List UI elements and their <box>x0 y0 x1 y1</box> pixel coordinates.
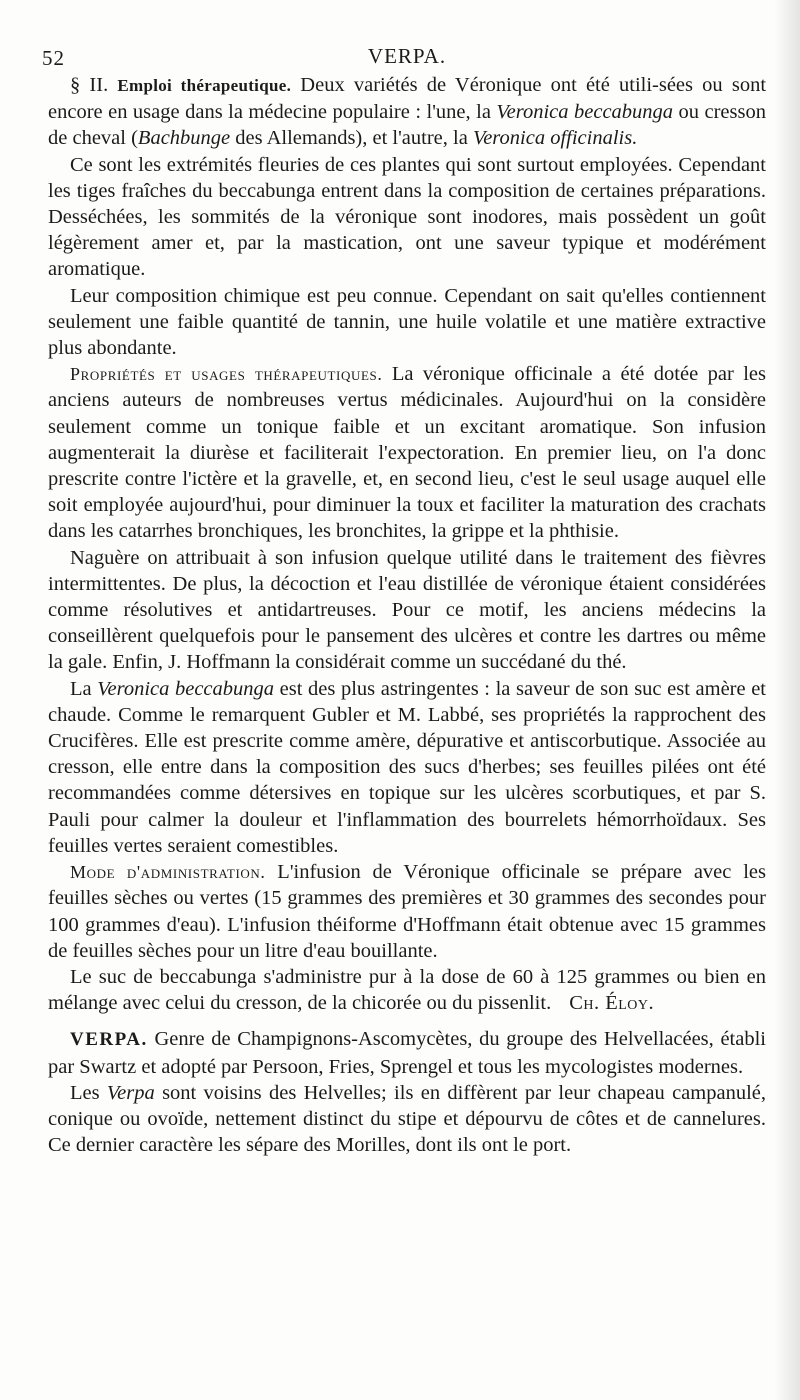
paragraph-extremites: Ce sont les extrémités fleuries de ces plantes qui sont surtout employées. Cependant les tiges fraîches du beccabunga entrent dans la composition de certaines préparations. Desséchées, les sommités de la véronique sont inodores, mais possèdent un goût légèrement amer et, par la mastication, ont une saveur typique et modérément aromatique. <box>48 153 766 281</box>
paragraph-text: sont voisins des Helvelles; ils en diffèrent par leur chapeau campanulé, conique ou ovoïde, nettement distinct du stipe et dépourvu de côtes et de cannelures. Ce dernier caractère les sépare des Morilles, dont ils ont le port. <box>48 1081 766 1157</box>
running-head: VERPA. <box>367 44 447 68</box>
page-body <box>48 72 766 1158</box>
paragraph-text: est des plus astringentes : la saveur de son suc est amère et chaude. Comme le remarquent Gubler et M. Labbé, ses propriétés la rapprochent des Crucifères. Elle est prescrite comme amère, dépurative et antiscorbutique. Associée au cresson, elle entre dans la composition des sucs d'herbes; ses feuilles pilées ont été recommandées comme détersives en topique sur les ulcères scorbutiques, et par S. Pauli pour calmer la douleur et l'inflammation des bourrelets hémorrhoïdaux. Ses feuilles vertes seraient comestibles. <box>48 677 767 857</box>
section-title: Emploi thérapeutique. <box>117 76 292 95</box>
paragraph-suc <box>48 964 766 1016</box>
species-name: Veronica officinalis. <box>472 127 638 150</box>
paragraph-proprietes <box>48 361 766 544</box>
paragraph-text: Deux variétés de Véronique ont été utili-sées ou sont encore en usage dans la médecine populaire : l'une, la <box>48 74 767 124</box>
species-name: Veronica beccabunga <box>97 677 275 700</box>
entry-headword: VERPA. <box>70 1029 148 1051</box>
page-header <box>42 38 766 72</box>
paragraph-text: La véronique officinale a été dotée par les anciens auteurs de nombreuses vertus médicinales. Aujourd'hui on la considère seulement comme un tonique faible et un excitant aromatique. Son infusion augmenterait la diurèse et faciliterait l'expectoration. En premier lieu, on l'a donc prescrite contre l'ictère et la gravelle, et, en second lieu, c'est le seul usage auquel elle soit employée aujourd'hui, pour diminuer la toux et faciliter la maturation des crachats dans les catarrhes bronchiques, les bronchites, la grippe et la phthisie. <box>48 363 766 543</box>
paragraph-text: des Allemands), et l'autre, la <box>230 127 473 150</box>
paragraph-composition: Leur composition chimique est peu connue. Cependant on sait qu'elles contiennent seulement une faible quantité de tannin, une huile volatile et une matière extractive plus abondante. <box>48 284 766 360</box>
section-number: § II. <box>70 74 109 96</box>
species-name: Veronica beccabunga <box>496 101 674 124</box>
paragraph-text: La <box>70 677 98 700</box>
page-number: 52 <box>42 46 65 70</box>
paragraph-text: Genre de Champignons-Ascomycètes, du groupe des Helvellacées, établi par Swartz et adopté par Persoon, Fries, Sprengel et tous les mycologistes modernes. <box>48 1028 766 1078</box>
paragraph-beccabunga <box>48 676 766 859</box>
paragraph-naguere: Naguère on attribuait à son infusion quelque utilité dans le traitement des fièvres intermittentes. De plus, la décoction et l'eau distillée de véronique étaient considérées comme résolutives et antidartreuses. Pour ce motif, les anciens médecins la conseillèrent quelquefois pour le pansement des ulcères et contre les dartres ou même la gale. Enfin, J. Hoffmann la considérait comme un succédané du thé. <box>48 546 766 674</box>
subsection-label: Mode d'administration. <box>70 862 266 883</box>
german-name: Bachbunge <box>137 127 231 150</box>
paragraph-verpa-description <box>48 1080 766 1159</box>
paragraph-emploi <box>48 72 766 152</box>
genus-name: Verpa <box>106 1081 155 1104</box>
paragraph-text: Le suc de beccabunga s'administre pur à la dose de 60 à 125 grammes ou bien en mélange avec celui du cresson, de la chicorée ou du pissenlit. <box>48 965 766 1015</box>
author-signature: Ch. Éloy. <box>569 992 655 1015</box>
paragraph-text: L'infusion de Véronique officinale se prépare avec les feuilles sèches ou vertes (15 grammes des premières et 30 grammes des secondes pour 100 grammes d'eau). L'infusion théiforme d'Hoffmann était obtenue avec 15 grammes de feuilles sèches pour un litre d'eau bouillante. <box>48 861 766 962</box>
paragraph-verpa-definition <box>48 1026 766 1079</box>
paragraph-text: ou cresson de cheval ( <box>48 101 766 150</box>
paragraph-text: Les <box>70 1081 107 1104</box>
entry-separator <box>48 1016 766 1026</box>
subsection-label: Propriétés et usages thérapeutiques. <box>70 364 383 385</box>
paragraph-mode-administration <box>48 859 766 964</box>
page-edge-shadow <box>774 0 800 1400</box>
